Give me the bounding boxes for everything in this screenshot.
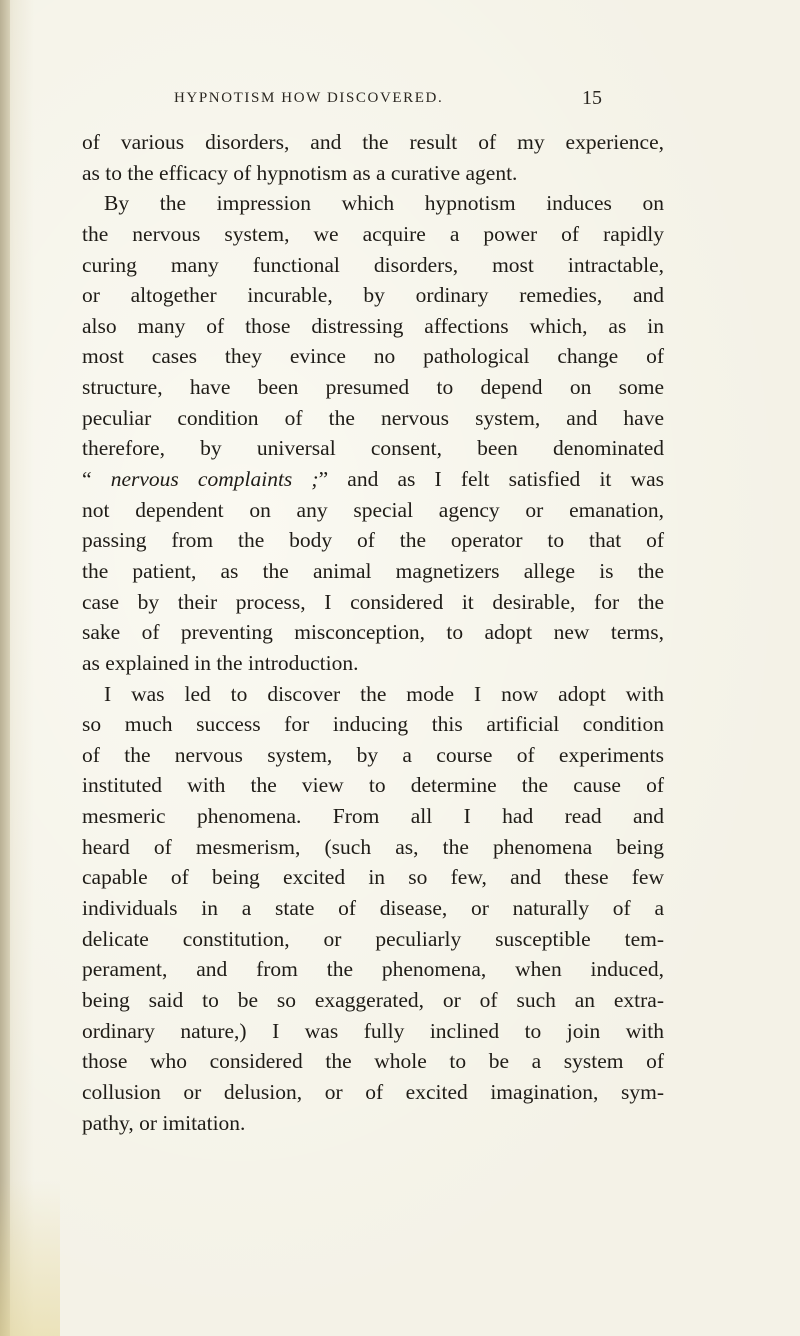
- text-line: delicate constitution, or peculiarly susceptible tem-: [82, 926, 664, 951]
- text-line: those who considered the whole to be a system of: [82, 1049, 664, 1074]
- text-line: of the nervous system, by a course of experiments: [82, 742, 664, 767]
- text-line: also many of those distressing affections which, as in: [82, 313, 664, 338]
- text-line: not dependent on any special agency or emanation,: [82, 497, 664, 522]
- text-line: the patient, as the animal magnetizers allege is the: [82, 558, 664, 583]
- text-line: therefore, by universal consent, been denominated: [82, 436, 664, 461]
- page-stain: [0, 1180, 60, 1336]
- body-text: [82, 127, 664, 1138]
- text-line: ordinary nature,) I was fully inclined to join with: [82, 1018, 664, 1043]
- text-line: curing many functional disorders, most intractable,: [82, 252, 664, 277]
- line-continuation: ” and as I felt satisfied it was: [318, 467, 664, 492]
- text-line: pathy, or imitation.: [82, 1110, 246, 1135]
- running-head: [0, 87, 800, 114]
- text-line: the nervous system, we acquire a power of rapidly: [82, 221, 664, 246]
- text-line: sake of preventing misconception, to adopt new terms,: [82, 620, 664, 645]
- text-line: most cases they evince no pathological change of: [82, 344, 664, 369]
- paragraph-first-line: By the impression which hypnotism induces on: [104, 191, 664, 216]
- page-number: 15: [582, 87, 602, 109]
- text-line: of various disorders, and the result of my experience,: [82, 130, 664, 154]
- open-quote: “: [82, 467, 111, 492]
- text-line: peculiar condition of the nervous system, and have: [82, 405, 664, 430]
- text-line: or altogether incurable, by ordinary remedies, and: [82, 283, 664, 308]
- text-line: instituted with the view to determine the cause of: [82, 773, 664, 798]
- text-line: perament, and from the phenomena, when induced,: [82, 957, 664, 982]
- text-line: individuals in a state of disease, or naturally of a: [82, 896, 664, 921]
- text-line: mesmeric phenomena. From all I had read and: [82, 804, 664, 829]
- running-head-title: HYPNOTISM HOW DISCOVERED.: [174, 90, 444, 106]
- text-line: being said to be so exaggerated, or of such an extra-: [82, 987, 664, 1012]
- text-line: as to the efficacy of hypnotism as a curative agent.: [82, 160, 518, 185]
- text-line: case by their process, I considered it desirable, for the: [82, 589, 664, 614]
- paragraph-first-line: I was led to discover the mode I now adopt with: [104, 681, 664, 706]
- text-line: capable of being excited in so few, and these few: [82, 865, 664, 890]
- italic-phrase: nervous complaints ;: [110, 467, 319, 492]
- text-line: as explained in the introduction.: [82, 650, 359, 675]
- text-line-with-italic: [82, 464, 664, 495]
- text-line: structure, have been presumed to depend on some: [82, 375, 664, 400]
- page-gutter-shadow: [0, 0, 10, 1336]
- text-line: collusion or delusion, or of excited imagination, sym-: [82, 1079, 664, 1104]
- text-line: heard of mesmerism, (such as, the phenomena being: [82, 834, 664, 859]
- text-line: so much success for inducing this artificial condition: [82, 712, 664, 737]
- text-line: passing from the body of the operator to that of: [82, 528, 664, 553]
